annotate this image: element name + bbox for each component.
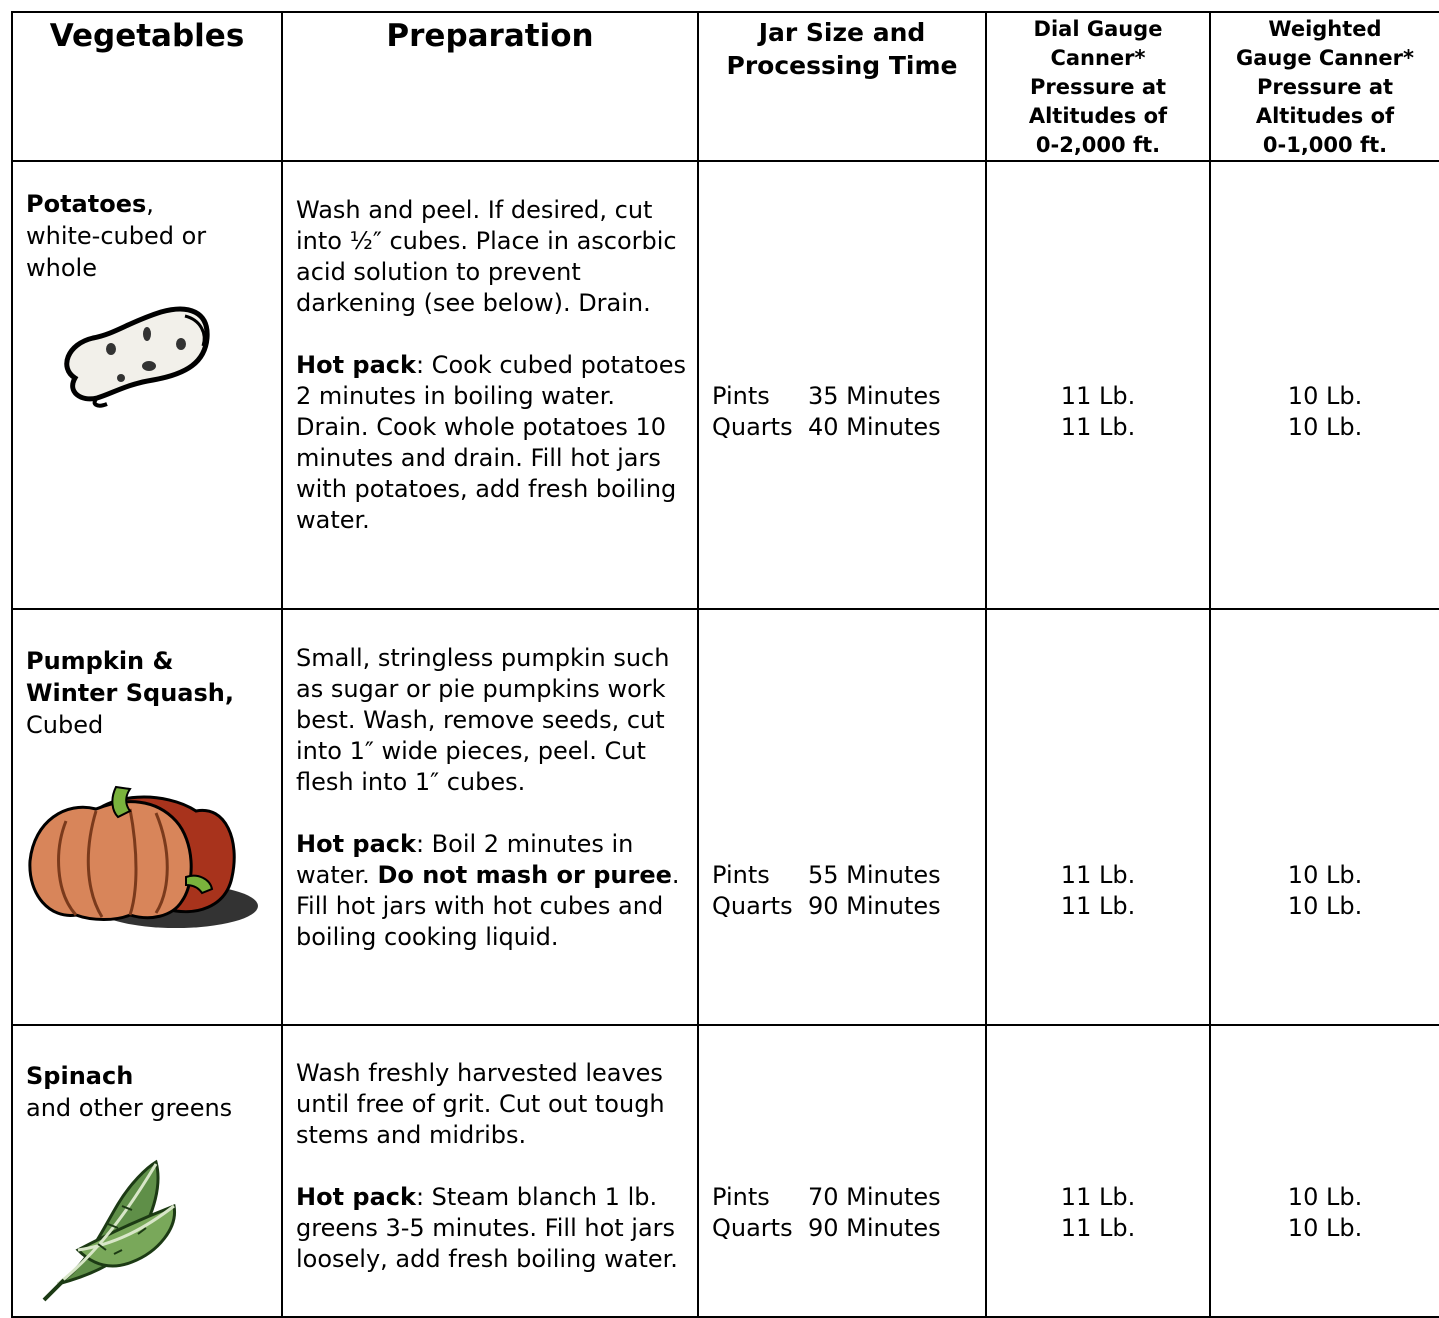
preparation-intro: Small, stringless pumpkin such as sugar or pie pumpkins work best. Wash, remove seeds, cut into 1″ wide pieces, peel. Cut flesh into 1″ cubes.: [296, 644, 670, 796]
pints-time: Pints 70 Minutes: [712, 1183, 941, 1211]
pints-time: Pints 55 Minutes: [712, 861, 941, 889]
dial-gauge-cell: 11 Lb. 11 Lb.: [986, 161, 1210, 609]
hot-pack-instructions: Hot pack: Boil 2 minutes in water. Do not mash or puree. Fill hot jars with hot cubes and boiling cooking liquid.: [296, 830, 680, 951]
quarts-time: Quarts 90 Minutes: [712, 1214, 941, 1242]
preparation-cell: [282, 609, 698, 1025]
dial-gauge-cell: 11 Lb. 11 Lb.: [986, 1025, 1210, 1317]
table-row: [12, 1025, 1439, 1317]
table-row: [12, 609, 1439, 1025]
vegetable-description: and other greens: [26, 1094, 233, 1122]
weighted-gauge-cell: 10 Lb. 10 Lb.: [1210, 609, 1439, 1025]
header-row: [12, 12, 1439, 161]
weighted-gauge-cell: 10 Lb. 10 Lb.: [1210, 1025, 1439, 1317]
header-vegetables: Vegetables: [12, 12, 282, 161]
pumpkin-illustration: [26, 781, 261, 931]
spinach-illustration: [38, 1154, 188, 1304]
vegetable-description: white-cubed or whole: [26, 222, 207, 282]
preparation-cell: [282, 161, 698, 609]
hot-pack-instructions: Hot pack: Cook cubed potatoes 2 minutes in boiling water. Drain. Cook whole potatoes 10 minutes and drain. Fill hot jars with potatoes, add fresh boiling water.: [296, 351, 687, 534]
quarts-time: Quarts 90 Minutes: [712, 892, 941, 920]
header-dial-gauge: Dial Gauge Canner* Pressure at Altitudes of 0-2,000 ft.: [986, 12, 1210, 161]
preparation-intro: Wash and peel. If desired, cut into ½″ cubes. Place in ascorbic acid solution to prevent darkening (see below). Drain.: [296, 196, 677, 317]
jar-size-cell: [698, 1025, 986, 1317]
vegetable-cell: [12, 1025, 282, 1317]
vegetable-description: Cubed: [26, 711, 104, 739]
canning-table: [11, 11, 1439, 1318]
preparation-cell: [282, 1025, 698, 1317]
vegetable-cell: Pumpkin & Winter Squash, Cubed: [12, 609, 282, 1025]
hot-pack-instructions: Hot pack: Steam blanch 1 lb. greens 3-5 minutes. Fill hot jars loosely, add fresh boiling water.: [296, 1183, 678, 1273]
quarts-time: Quarts 40 Minutes: [712, 413, 941, 441]
potato-illustration: [57, 304, 217, 414]
jar-size-cell: [698, 609, 986, 1025]
preparation-intro: Wash freshly harvested leaves until free of grit. Cut out tough stems and midribs.: [296, 1059, 665, 1149]
dial-gauge-cell: 11 Lb. 11 Lb.: [986, 609, 1210, 1025]
header-preparation: Preparation: [282, 12, 698, 161]
vegetable-cell: Potatoes, white-cubed or whole: [12, 161, 282, 609]
vegetable-name: Spinach: [26, 1062, 134, 1090]
vegetable-name: Pumpkin & Winter Squash: [26, 647, 225, 707]
pints-time: Pints 35 Minutes: [712, 382, 941, 410]
weighted-gauge-cell: 10 Lb. 10 Lb.: [1210, 161, 1439, 609]
vegetable-name: Potatoes: [26, 190, 147, 218]
table-row: [12, 161, 1439, 609]
jar-size-cell: [698, 161, 986, 609]
header-jar-size: Jar Size and Processing Time: [698, 12, 986, 161]
header-weighted-gauge: Weighted Gauge Canner* Pressure at Altitudes of 0-1,000 ft.: [1210, 12, 1439, 161]
